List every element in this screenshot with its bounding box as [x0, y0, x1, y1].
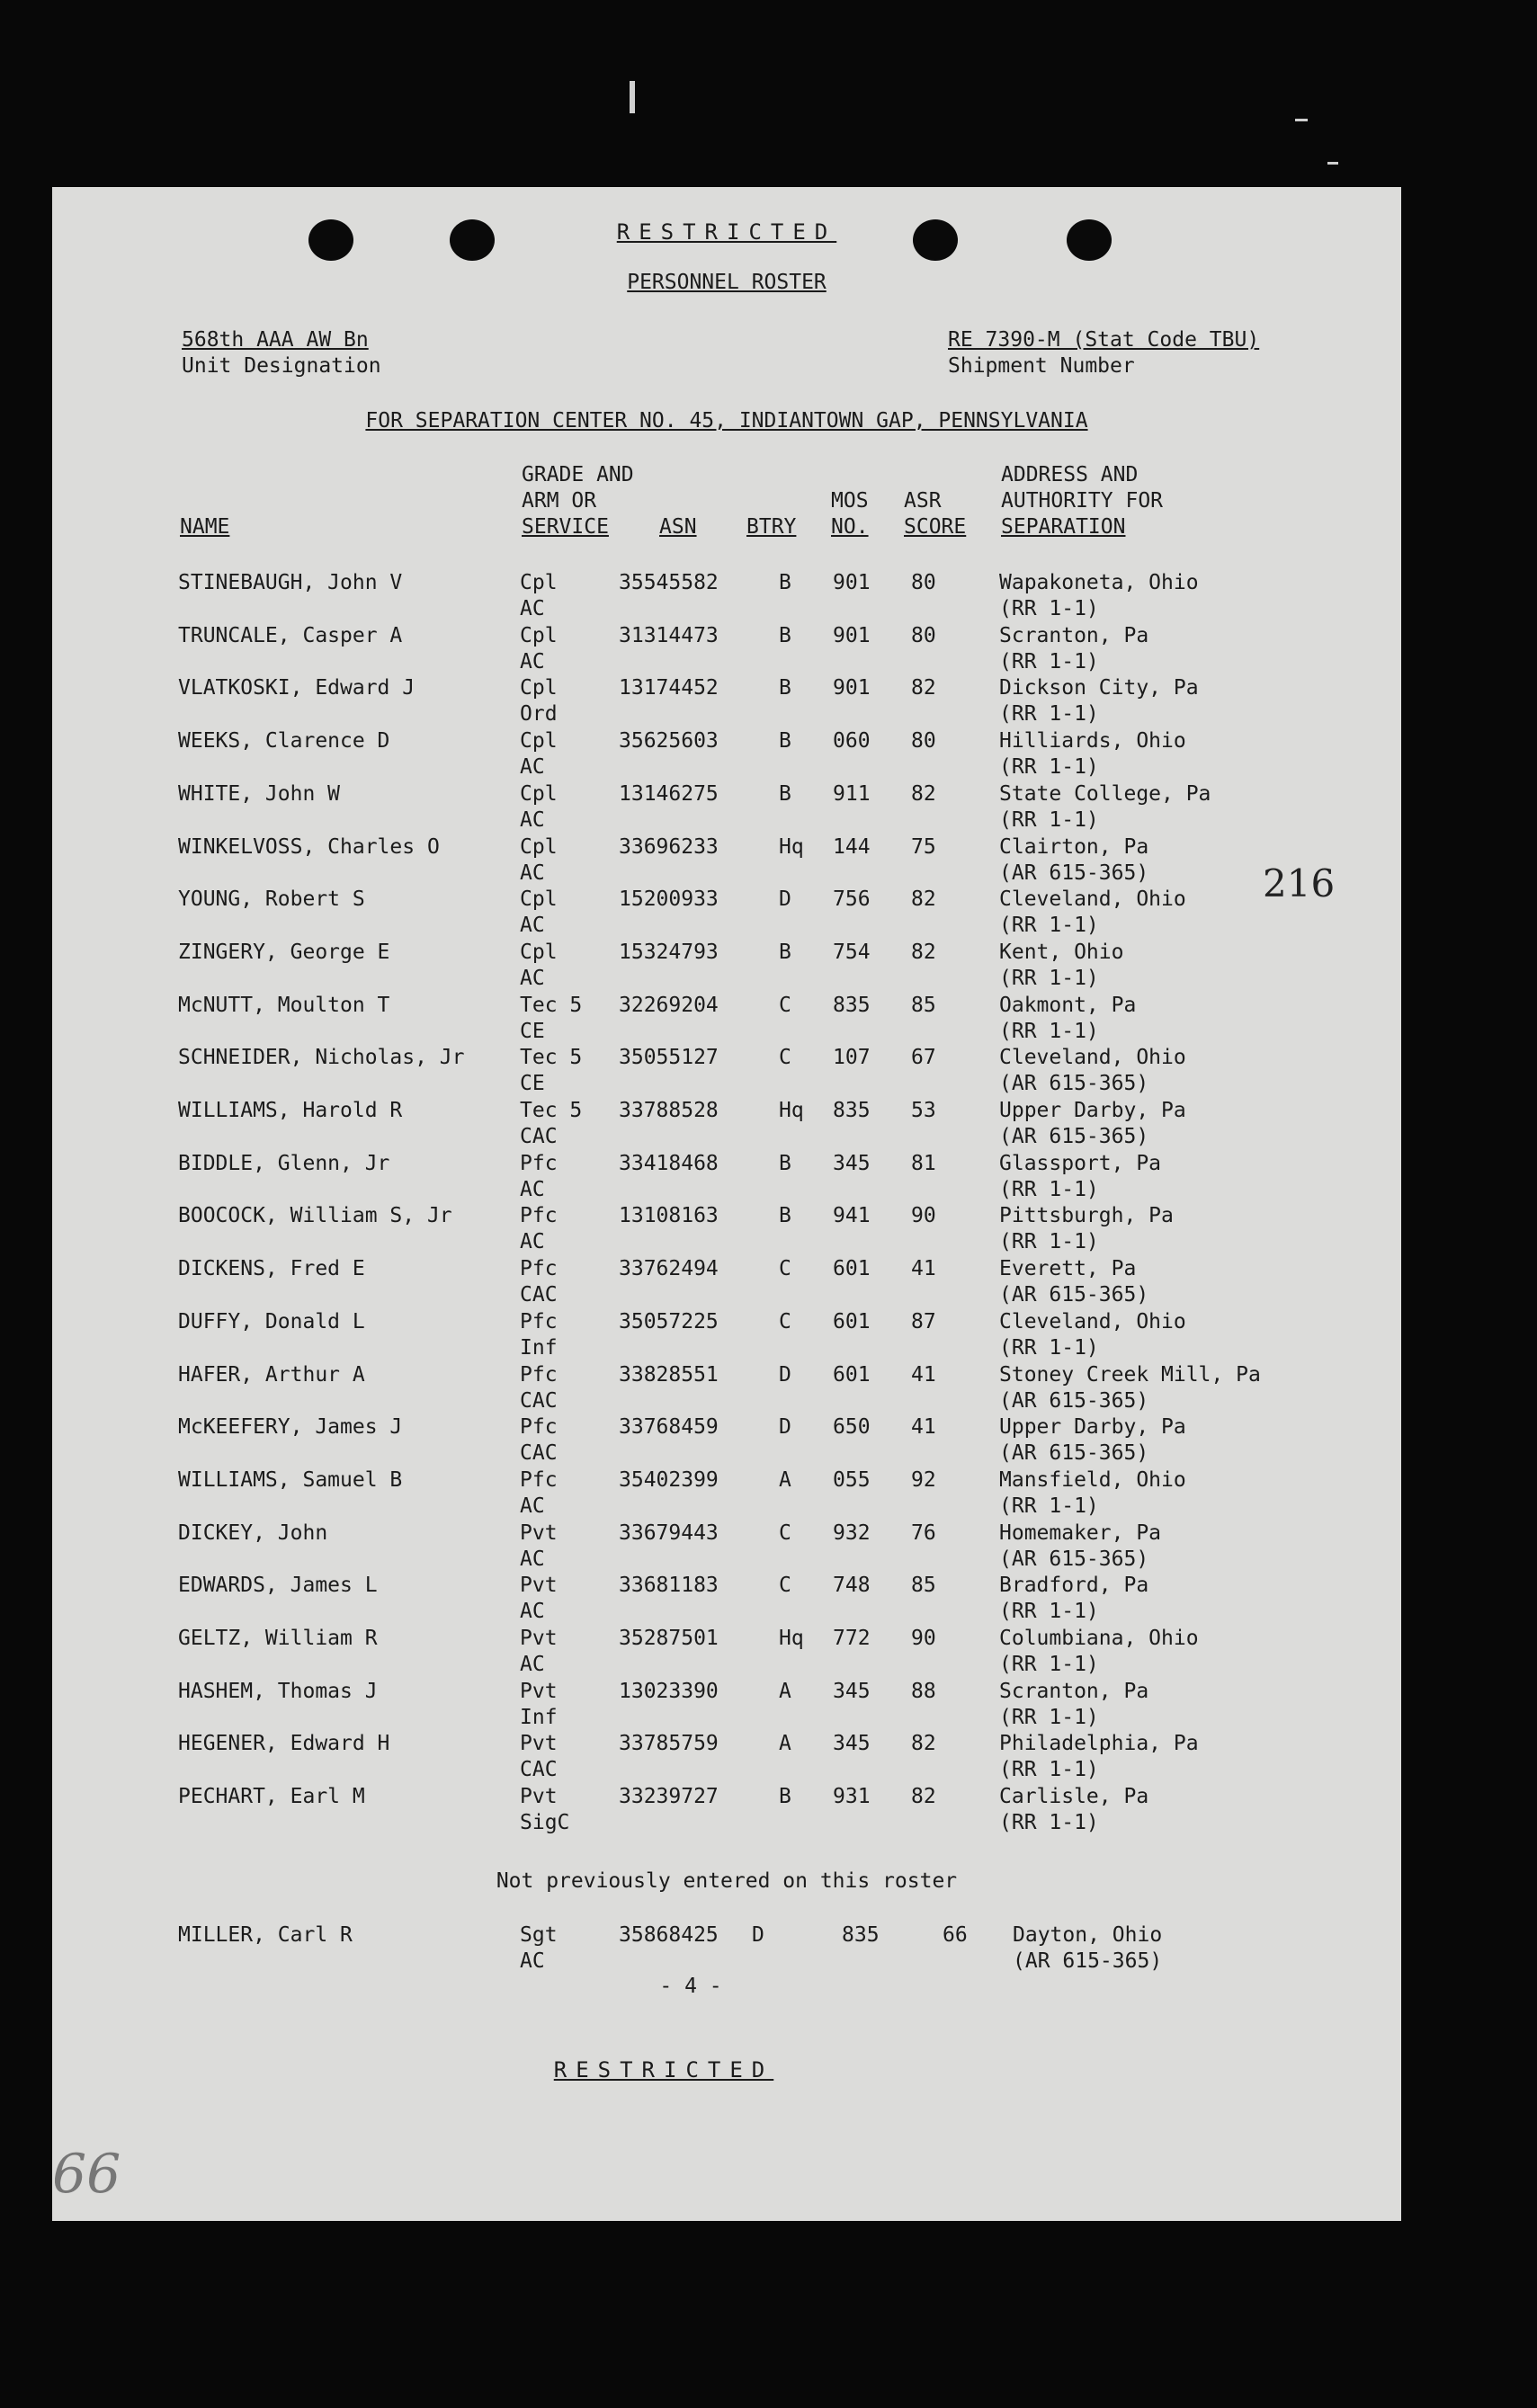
grade-cell: Cpl [520, 835, 558, 859]
authority-cell: (RR 1-1) [999, 1230, 1099, 1253]
branch-cell: AC [520, 861, 545, 885]
branch-cell: CE [520, 1020, 545, 1043]
asn-cell: 33828551 [619, 1363, 719, 1387]
branch-cell: AC [520, 1600, 545, 1623]
grade-cell: Tec 5 [520, 1046, 583, 1069]
mos-cell: 835 [833, 1099, 871, 1122]
asr-cell: 82 [911, 887, 936, 911]
name-cell: WINKELVOSS, Charles O [178, 835, 440, 859]
asn-cell: 33768459 [619, 1415, 719, 1439]
btry-cell: C [779, 1521, 791, 1545]
address-cell: Stoney Creek Mill, Pa [999, 1363, 1261, 1387]
asn-cell: 35055127 [619, 1046, 719, 1069]
branch-cell: AC [520, 1230, 545, 1253]
authority-cell: (RR 1-1) [999, 1706, 1099, 1729]
mos-cell: 144 [833, 835, 871, 859]
header-name: NAME [180, 515, 230, 539]
asr-cell: 80 [911, 571, 936, 594]
extra-roster-row [52, 1922, 1401, 1975]
asr-cell: 82 [911, 676, 936, 700]
grade-cell: Cpl [520, 782, 558, 806]
grade-cell: Cpl [520, 624, 558, 647]
address-cell: State College, Pa [999, 782, 1211, 806]
asn-cell: 35287501 [619, 1627, 719, 1650]
asn-cell: 13146275 [619, 782, 719, 806]
authority-cell: (RR 1-1) [999, 914, 1099, 937]
btry-cell: B [779, 729, 791, 753]
authority-cell: (RR 1-1) [999, 1020, 1099, 1043]
grade-cell: Pfc [520, 1152, 558, 1175]
table-row [52, 623, 1401, 675]
classification-footer: RESTRICTED [553, 2057, 774, 2082]
table-row [52, 1098, 1401, 1150]
mos-cell: 932 [833, 1521, 871, 1545]
asn-cell: 35625603 [619, 729, 719, 753]
btry-cell: B [779, 941, 791, 964]
table-row [52, 1362, 1401, 1414]
table-row [52, 1045, 1401, 1097]
authority-cell: (AR 615-365) [999, 1547, 1149, 1571]
table-row [52, 1151, 1401, 1203]
asn-cell: 31314473 [619, 624, 719, 647]
grade-cell: Cpl [520, 941, 558, 964]
header-asr-2: SCORE [904, 515, 967, 539]
authority-cell: (AR 615-365) [999, 1072, 1149, 1095]
btry-cell: B [779, 1204, 791, 1227]
btry-cell: B [779, 1152, 791, 1175]
handwritten-page-number: 216 [1263, 861, 1336, 905]
btry-cell: C [779, 1046, 791, 1069]
name-cell: EDWARDS, James L [178, 1574, 378, 1597]
authority-cell: (AR 615-365) [999, 1125, 1149, 1148]
name-cell: GELTZ, William R [178, 1627, 378, 1650]
name-cell: DUFFY, Donald L [178, 1310, 365, 1333]
address-cell: Dayton, Ohio [1013, 1923, 1163, 1947]
branch-cell: AC [520, 755, 545, 779]
asr-cell: 81 [911, 1152, 936, 1175]
asr-cell: 82 [911, 941, 936, 964]
roster-note: Not previously entered on this roster [496, 1869, 958, 1893]
authority-cell: (RR 1-1) [999, 967, 1099, 990]
mos-cell: 772 [833, 1627, 871, 1650]
asr-cell: 80 [911, 729, 936, 753]
name-cell: YOUNG, Robert S [178, 887, 365, 911]
address-cell: Oakmont, Pa [999, 994, 1137, 1017]
destination-line: FOR SEPARATION CENTER NO. 45, INDIANTOWN GAP, PENNSYLVANIA [365, 409, 1088, 433]
authority-cell: (RR 1-1) [999, 1653, 1099, 1676]
table-row [52, 781, 1401, 834]
btry-cell: B [779, 1785, 791, 1808]
classification-header: RESTRICTED [616, 219, 837, 245]
asn-cell: 35868425 [619, 1923, 719, 1947]
asr-cell: 67 [911, 1046, 936, 1069]
mos-cell: 901 [833, 676, 871, 700]
address-cell: Bradford, Pa [999, 1574, 1149, 1597]
mos-cell: 941 [833, 1204, 871, 1227]
name-cell: BOOCOCK, William S, Jr [178, 1204, 452, 1227]
grade-cell: Pfc [520, 1310, 558, 1333]
asr-cell: 75 [911, 835, 936, 859]
scan-artifact [1295, 119, 1308, 121]
table-row [52, 1309, 1401, 1361]
branch-cell: AC [520, 914, 545, 937]
table-row [52, 1784, 1401, 1836]
authority-cell: (AR 615-365) [999, 861, 1149, 885]
branch-cell: AC [520, 967, 545, 990]
name-cell: STINEBAUGH, John V [178, 571, 403, 594]
address-cell: Homemaker, Pa [999, 1521, 1162, 1545]
btry-cell: C [779, 1574, 791, 1597]
asn-cell: 33681183 [619, 1574, 719, 1597]
branch-cell: CAC [520, 1389, 558, 1413]
address-cell: Upper Darby, Pa [999, 1415, 1186, 1439]
name-cell: WILLIAMS, Harold R [178, 1099, 403, 1122]
table-row [52, 1467, 1401, 1520]
asn-cell: 33696233 [619, 835, 719, 859]
grade-cell: Cpl [520, 729, 558, 753]
header-grade-1: GRADE AND [522, 463, 634, 486]
asn-cell: 13023390 [619, 1680, 719, 1703]
btry-cell: D [752, 1923, 764, 1947]
mos-cell: 911 [833, 782, 871, 806]
roster-title: PERSONNEL ROSTER [627, 271, 827, 294]
asr-cell: 41 [911, 1415, 936, 1439]
asr-cell: 90 [911, 1204, 936, 1227]
table-row [52, 1573, 1401, 1625]
btry-cell: B [779, 676, 791, 700]
asr-cell: 87 [911, 1310, 936, 1333]
table-row [52, 834, 1401, 887]
btry-cell: A [779, 1468, 791, 1492]
shipment-number-label: Shipment Number [948, 354, 1135, 378]
address-cell: Cleveland, Ohio [999, 1046, 1186, 1069]
btry-cell: C [779, 994, 791, 1017]
branch-cell: CAC [520, 1283, 558, 1307]
header-asn: ASN [659, 515, 697, 539]
grade-cell: Pvt [520, 1785, 558, 1808]
authority-cell: (AR 615-365) [999, 1389, 1149, 1413]
btry-cell: D [779, 1415, 791, 1439]
btry-cell: A [779, 1680, 791, 1703]
authority-cell: (AR 615-365) [999, 1283, 1149, 1307]
name-cell: BIDDLE, Glenn, Jr [178, 1152, 390, 1175]
asn-cell: 35057225 [619, 1310, 719, 1333]
btry-cell: B [779, 571, 791, 594]
table-row [52, 940, 1401, 992]
grade-cell: Pvt [520, 1627, 558, 1650]
address-cell: Everett, Pa [999, 1257, 1137, 1280]
branch-cell: AC [520, 1653, 545, 1676]
grade-cell: Pvt [520, 1680, 558, 1703]
mos-cell: 345 [833, 1680, 871, 1703]
branch-cell: CAC [520, 1758, 558, 1781]
table-row [52, 1626, 1401, 1678]
name-cell: WHITE, John W [178, 782, 341, 806]
btry-cell: C [779, 1257, 791, 1280]
branch-cell: SigC [520, 1811, 570, 1834]
asr-cell: 41 [911, 1257, 936, 1280]
asn-cell: 35402399 [619, 1468, 719, 1492]
authority-cell: (RR 1-1) [999, 1178, 1099, 1201]
name-cell: WEEKS, Clarence D [178, 729, 390, 753]
mos-cell: 931 [833, 1785, 871, 1808]
shipment-number-value: RE 7390-M (Stat Code TBU) [948, 328, 1260, 352]
grade-cell: Pfc [520, 1415, 558, 1439]
asr-cell: 85 [911, 1574, 936, 1597]
branch-cell: CE [520, 1072, 545, 1095]
address-cell: Cleveland, Ohio [999, 1310, 1186, 1333]
asr-cell: 90 [911, 1627, 936, 1650]
unit-designation-label: Unit Designation [182, 354, 381, 378]
header-address-2: AUTHORITY FOR [1001, 489, 1164, 513]
asr-cell: 92 [911, 1468, 936, 1492]
btry-cell: D [779, 887, 791, 911]
grade-cell: Pvt [520, 1732, 558, 1755]
grade-cell: Sgt [520, 1923, 558, 1947]
mos-cell: 748 [833, 1574, 871, 1597]
asr-cell: 66 [943, 1923, 968, 1947]
mos-cell: 835 [842, 1923, 880, 1947]
mos-cell: 345 [833, 1152, 871, 1175]
address-cell: Philadelphia, Pa [999, 1732, 1199, 1755]
asr-cell: 82 [911, 1732, 936, 1755]
btry-cell: B [779, 782, 791, 806]
authority-cell: (RR 1-1) [999, 1494, 1099, 1518]
header-mos-2: NO. [831, 515, 869, 539]
asn-cell: 33679443 [619, 1521, 719, 1545]
asr-cell: 82 [911, 782, 936, 806]
branch-cell: CAC [520, 1441, 558, 1465]
asn-cell: 35545582 [619, 571, 719, 594]
header-mos-1: MOS [831, 489, 869, 513]
asr-cell: 85 [911, 994, 936, 1017]
branch-cell: AC [520, 650, 545, 673]
branch-cell: AC [520, 1949, 545, 1973]
name-cell: McKEEFERY, James J [178, 1415, 403, 1439]
asr-cell: 88 [911, 1680, 936, 1703]
authority-cell: (RR 1-1) [999, 755, 1099, 779]
asn-cell: 15200933 [619, 887, 719, 911]
asr-cell: 53 [911, 1099, 936, 1122]
name-cell: PECHART, Earl M [178, 1785, 365, 1808]
name-cell: HAFER, Arthur A [178, 1363, 365, 1387]
name-cell: DICKENS, Fred E [178, 1257, 365, 1280]
asn-cell: 33239727 [619, 1785, 719, 1808]
btry-cell: Hq [779, 1099, 804, 1122]
mos-cell: 901 [833, 624, 871, 647]
grade-cell: Pfc [520, 1468, 558, 1492]
address-cell: Glassport, Pa [999, 1152, 1162, 1175]
header-asr-1: ASR [904, 489, 942, 513]
asn-cell: 33785759 [619, 1732, 719, 1755]
table-row [52, 1679, 1401, 1731]
mos-cell: 901 [833, 571, 871, 594]
address-cell: Carlisle, Pa [999, 1785, 1149, 1808]
mos-cell: 756 [833, 887, 871, 911]
asr-cell: 76 [911, 1521, 936, 1545]
authority-cell: (RR 1-1) [999, 702, 1099, 726]
branch-cell: Ord [520, 702, 558, 726]
authority-cell: (RR 1-1) [999, 1811, 1099, 1834]
mos-cell: 835 [833, 994, 871, 1017]
name-cell: VLATKOSKI, Edward J [178, 676, 416, 700]
asn-cell: 15324793 [619, 941, 719, 964]
name-cell: TRUNCALE, Casper A [178, 624, 403, 647]
scan-artifact [1327, 162, 1338, 165]
name-cell: ZINGERY, George E [178, 941, 390, 964]
branch-cell: AC [520, 597, 545, 620]
table-row [52, 1256, 1401, 1308]
grade-cell: Pfc [520, 1257, 558, 1280]
address-cell: Clairton, Pa [999, 835, 1149, 859]
branch-cell: AC [520, 1494, 545, 1518]
table-row [52, 1521, 1401, 1573]
authority-cell: (RR 1-1) [999, 808, 1099, 832]
header-grade-2: ARM OR [522, 489, 597, 513]
grade-cell: Pvt [520, 1574, 558, 1597]
mos-cell: 060 [833, 729, 871, 753]
page-number: - 4 - [659, 1975, 722, 1998]
grade-cell: Pfc [520, 1363, 558, 1387]
address-cell: Wapakoneta, Ohio [999, 571, 1199, 594]
grade-cell: Tec 5 [520, 994, 583, 1017]
grade-cell: Pvt [520, 1521, 558, 1545]
btry-cell: A [779, 1732, 791, 1755]
name-cell: SCHNEIDER, Nicholas, Jr [178, 1046, 465, 1069]
name-cell: HEGENER, Edward H [178, 1732, 390, 1755]
authority-cell: (RR 1-1) [999, 1600, 1099, 1623]
mos-cell: 754 [833, 941, 871, 964]
address-cell: Columbiana, Ohio [999, 1627, 1199, 1650]
header-btry: BTRY [746, 515, 797, 539]
mos-cell: 345 [833, 1732, 871, 1755]
name-cell: DICKEY, John [178, 1521, 328, 1545]
asn-cell: 32269204 [619, 994, 719, 1017]
mos-cell: 650 [833, 1415, 871, 1439]
header-address-3: SEPARATION [1001, 515, 1126, 539]
asn-cell: 33788528 [619, 1099, 719, 1122]
asr-cell: 82 [911, 1785, 936, 1808]
mos-cell: 601 [833, 1257, 871, 1280]
authority-cell: (RR 1-1) [999, 650, 1099, 673]
authority-cell: (AR 615-365) [1013, 1949, 1163, 1973]
mos-cell: 055 [833, 1468, 871, 1492]
branch-cell: Inf [520, 1706, 558, 1729]
asr-cell: 80 [911, 624, 936, 647]
table-row [52, 675, 1401, 727]
grade-cell: Cpl [520, 571, 558, 594]
address-cell: Cleveland, Ohio [999, 887, 1186, 911]
asn-cell: 33762494 [619, 1257, 719, 1280]
branch-cell: AC [520, 1547, 545, 1571]
scan-artifact [630, 81, 635, 113]
asn-cell: 33418468 [619, 1152, 719, 1175]
btry-cell: Hq [779, 1627, 804, 1650]
mos-cell: 107 [833, 1046, 871, 1069]
name-cell: McNUTT, Moulton T [178, 994, 390, 1017]
branch-cell: AC [520, 808, 545, 832]
branch-cell: AC [520, 1178, 545, 1201]
authority-cell: (RR 1-1) [999, 597, 1099, 620]
address-cell: Dickson City, Pa [999, 676, 1199, 700]
asn-cell: 13108163 [619, 1204, 719, 1227]
asr-cell: 41 [911, 1363, 936, 1387]
table-row [52, 887, 1401, 939]
header-address-1: ADDRESS AND [1001, 463, 1139, 486]
mos-cell: 601 [833, 1363, 871, 1387]
name-cell: WILLIAMS, Samuel B [178, 1468, 403, 1492]
address-cell: Mansfield, Ohio [999, 1468, 1186, 1492]
address-cell: Hilliards, Ohio [999, 729, 1186, 753]
grade-cell: Cpl [520, 887, 558, 911]
grade-cell: Pfc [520, 1204, 558, 1227]
btry-cell: D [779, 1363, 791, 1387]
table-row [52, 1414, 1401, 1467]
table-row [52, 1203, 1401, 1255]
table-row [52, 728, 1401, 780]
authority-cell: (AR 615-365) [999, 1441, 1149, 1465]
unit-designation-value: 568th AAA AW Bn [182, 328, 369, 352]
mos-cell: 601 [833, 1310, 871, 1333]
btry-cell: C [779, 1310, 791, 1333]
address-cell: Pittsburgh, Pa [999, 1204, 1174, 1227]
table-row [52, 570, 1401, 622]
address-cell: Upper Darby, Pa [999, 1099, 1186, 1122]
table-row [52, 1731, 1401, 1783]
branch-cell: CAC [520, 1125, 558, 1148]
asn-cell: 13174452 [619, 676, 719, 700]
address-cell: Scranton, Pa [999, 1680, 1149, 1703]
address-cell: Kent, Ohio [999, 941, 1124, 964]
grade-cell: Tec 5 [520, 1099, 583, 1122]
name-cell: HASHEM, Thomas J [178, 1680, 378, 1703]
address-cell: Scranton, Pa [999, 624, 1149, 647]
table-row [52, 993, 1401, 1045]
roster-page [52, 187, 1401, 2221]
authority-cell: (RR 1-1) [999, 1336, 1099, 1360]
authority-cell: (RR 1-1) [999, 1758, 1099, 1781]
btry-cell: Hq [779, 835, 804, 859]
grade-cell: Cpl [520, 676, 558, 700]
margin-handwriting: 66 [52, 2143, 121, 2206]
header-grade-3: SERVICE [522, 515, 609, 539]
btry-cell: B [779, 624, 791, 647]
name-cell: MILLER, Carl R [178, 1923, 353, 1947]
branch-cell: Inf [520, 1336, 558, 1360]
